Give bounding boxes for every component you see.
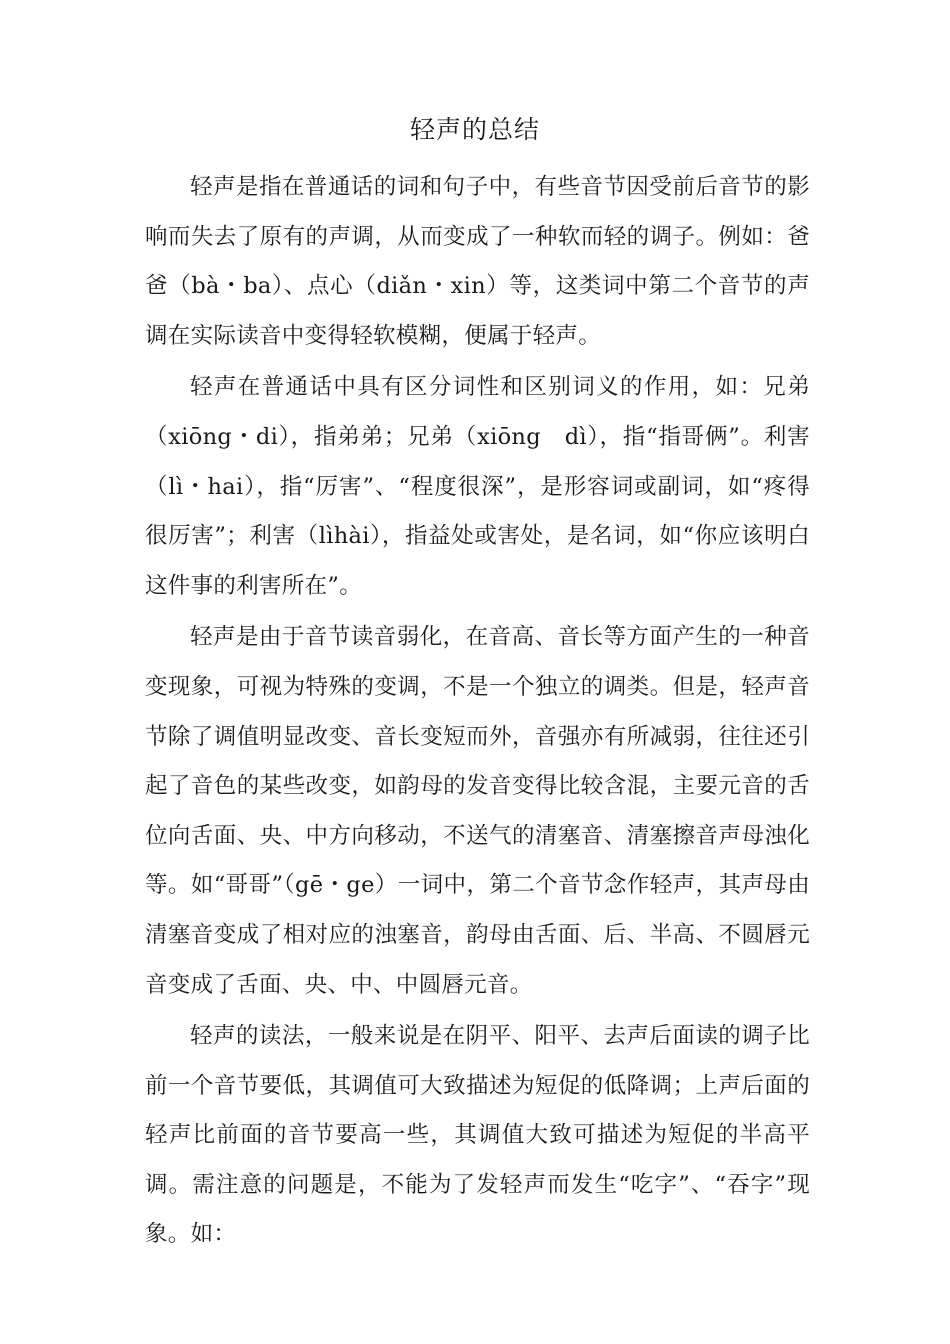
paragraph-3: 轻声是由于音节读音弱化，在音高、音长等方面产生的一种音变现象，可视为特殊的变调，不是一个独立的调类。但是，轻声音节除了调值明显改变、音长变短而外，音强亦有所减弱，往往还引起了音色的某些改变，如韵母的发音变得比较含混，主要元音的舌位向舌面、央、中方向移动，不送气的清塞音、清塞擦音声母浊化等。如“哥哥”（gē・ge）一词中，第二个音节念作轻声，其声母由清塞音变成了相对应的浊塞音，韵母由舌面、后、半高、不圆唇元音变成了舌面、央、中、中圆唇元音。 [145, 624, 810, 998]
paragraph-1: 轻声是指在普通话的词和句子中，有些音节因受前后音节的影响而失去了原有的声调，从而变成了一种软而轻的调子。例如：爸爸（bà・ba）、点心（diǎn・xin）等，这类词中第二个音节的声调在实际读音中变得轻软模糊，便属于轻声。 [145, 174, 810, 349]
paragraph-4: 轻声的读法，一般来说是在阴平、阳平、去声后面读的调子比前一个音节要低，其调值可大致描述为短促的低降调；上声后面的轻声比前面的音节要高一些，其调值大致可描述为短促的半高平调。需注意的问题是，不能为了发轻声而发生“吃字”、“吞字”现象。如： [145, 1023, 810, 1248]
document-body [145, 163, 810, 1262]
document-title: 轻声的总结 [409, 115, 540, 144]
paragraph-2: 轻声在普通话中具有区分词性和区别词义的作用，如：兄弟（xiōng・di），指弟弟；兄弟（xiōng dì），指“指哥俩”。利害（lì・hai），指“厉害”、“程度很深”，是形容词或副词，如“疼得很厉害”；利害（lìhài），指益处或害处，是名词，如“你应该明白这件事的利害所在”。 [145, 374, 810, 599]
